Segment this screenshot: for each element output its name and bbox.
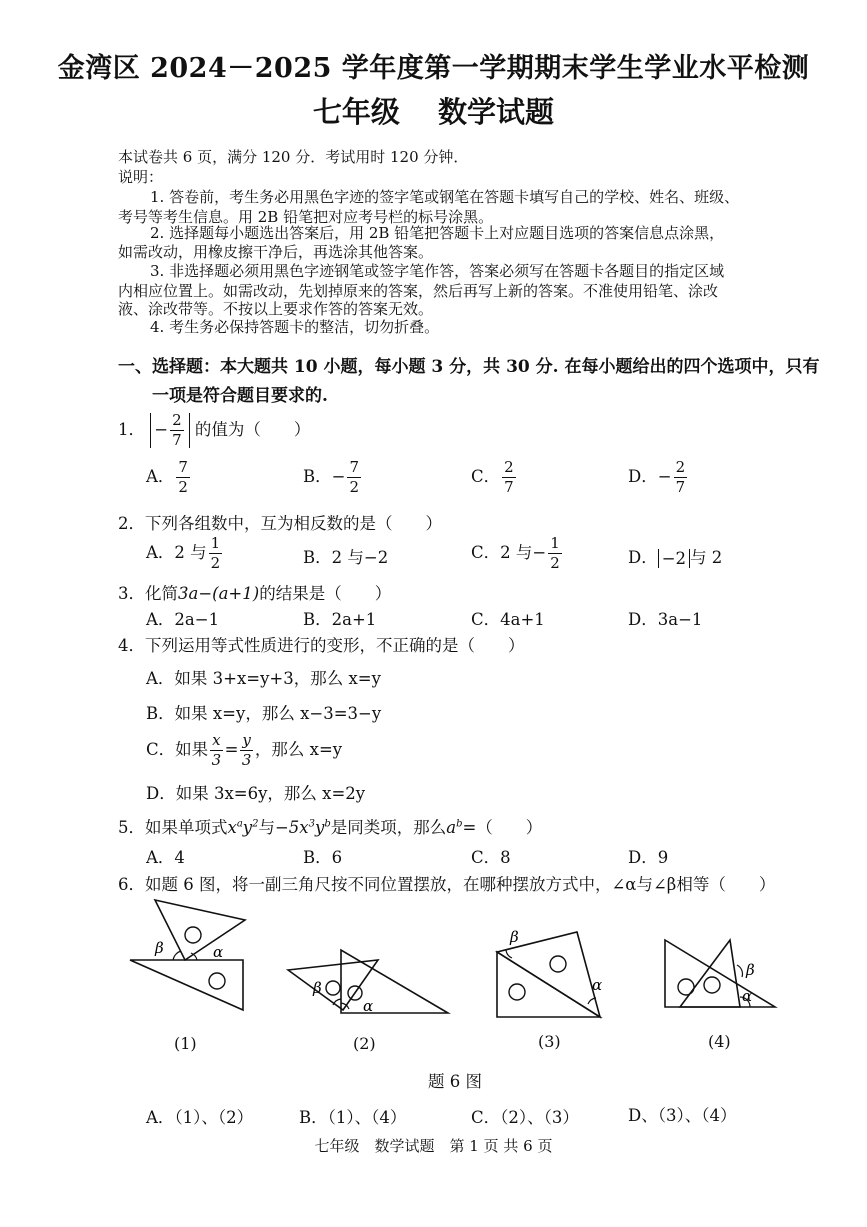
exam-subtitle [0, 90, 867, 131]
question-6: 6．如题 6 图，将一副三角尺按不同位置摆放，在哪种摆放方式中，∠α与∠β相等（ ） [118, 875, 776, 894]
q6-option-c[interactable]: C．（2）、（3） [471, 1108, 579, 1127]
q3-option-b[interactable]: B．2a+1 [303, 610, 377, 629]
note-line: 如需改动，用橡皮擦干净后，再选涂其他答案。 [118, 243, 434, 261]
alpha-label: α [592, 976, 603, 994]
q1-option-c[interactable]: C． $\frac{2}{7}$ [471, 458, 514, 496]
figure-3-diagram [492, 922, 612, 1022]
section-heading-cont: 一项是符合题目要求的. [152, 386, 328, 406]
q3-option-d[interactable]: D．3a−1 [628, 610, 703, 629]
beta-label: β [155, 939, 164, 957]
question-5: 5．如果单项式$x^ay^2$与$-5x^3y^b$是同类项，那么$a^b=$（ ） [118, 818, 543, 837]
exam-title: 金湾区 2024－2025 学年度第一学期期末学生学业水平检测 [57, 53, 810, 84]
note-line: 4. 考生务必保持答题卡的整洁，切勿折叠。 [150, 318, 440, 336]
beta-label: β [510, 928, 519, 946]
q5-option-b[interactable]: B．6 [303, 848, 343, 867]
subject-label: 数学试题 [438, 95, 555, 129]
figure-label-3: (3) [538, 1032, 561, 1051]
figure-caption: 题 6 图 [428, 1072, 482, 1091]
section-heading: 一、选择题：本大题共 10 小题，每小题 3 分，共 30 分. 在每小题给出的四个选项中，只有 [118, 357, 820, 377]
beta-label: β [746, 961, 755, 979]
exam-info: 本试卷共 6 页，满分 120 分．考试用时 120 分钟． [118, 148, 469, 166]
figure-4-diagram [660, 935, 780, 1015]
q6-option-a[interactable]: A．（1）、（2） [146, 1108, 254, 1127]
q5-option-c[interactable]: C．8 [471, 848, 511, 867]
question-4: 4．下列运用等式性质进行的变形，不正确的是（ ） [118, 636, 525, 655]
figure-label-1: (1) [174, 1034, 197, 1053]
q1-option-a[interactable]: A． $\frac{7}{2}$ [146, 458, 188, 496]
q2-option-c[interactable]: C．2 与− $\frac{1}{2}$ [471, 534, 560, 572]
q6-option-b[interactable]: B．（1）、（4） [299, 1108, 407, 1127]
q1-option-b[interactable]: B．− $\frac{7}{2}$ [303, 458, 360, 496]
page-footer: 七年级 数学试题 第 1 页 共 6 页 [314, 1137, 553, 1155]
q2-option-a[interactable]: A．2 与 $\frac{1}{2}$ [146, 534, 221, 572]
figure-label-4: (4) [708, 1032, 731, 1051]
q1-option-d[interactable]: D．− $\frac{2}{7}$ [628, 458, 686, 496]
q4-option-d[interactable]: D．如果 3x=6y，那么 x=2y [146, 784, 366, 803]
q3-option-c[interactable]: C．4a+1 [471, 610, 545, 629]
alpha-label: α [213, 943, 224, 961]
beta-label: β [313, 979, 322, 997]
absolute-value: − $\frac{2}{7}$ [150, 413, 189, 448]
q4-option-c[interactable]: C．如果 $\frac{x}{3}$ = $\frac{y}{3}$ ，那么 x=y [146, 731, 343, 769]
note-line: 1. 答卷前，考生务必用黑色字迹的签字笔或钢笔在答题卡填写自己的学校、姓名、班级、 [150, 188, 740, 206]
figure-1-diagram [125, 895, 275, 1025]
note-line: 3. 非选择题必须用黑色字迹钢笔或签字笔作答，答案必须写在答题卡各题目的指定区域 [150, 262, 725, 280]
q6-option-d[interactable]: D、（3）、（4） [628, 1106, 737, 1125]
q5-option-a[interactable]: A．4 [146, 848, 185, 867]
q2-option-b[interactable]: B．2 与−2 [303, 548, 389, 567]
note-line: 内相应位置上。如需改动，先划掉原来的答案，然后再写上新的答案。不准使用铅笔、涂改 [118, 282, 719, 300]
q2-option-d[interactable]: D． −2 与 2 [628, 548, 723, 568]
q3-option-a[interactable]: A．2a−1 [146, 610, 220, 629]
alpha-label: α [742, 987, 753, 1005]
set-square-bottom [130, 960, 243, 1010]
question-3: 3．化简3a−(a+1)的结果是（ ） [118, 584, 392, 603]
alpha-label: α [363, 997, 374, 1015]
grade-label: 七年级 [312, 95, 400, 129]
note-line: 液、涂改带等。不按以上要求作答的答案无效。 [118, 300, 434, 318]
question-2: 2．下列各组数中，互为相反数的是（ ） [118, 514, 442, 533]
note-line: 2. 选择题每小题选出答案后，用 2B 铅笔把答题卡上对应题目选项的答案信息点涂黑， [150, 224, 725, 242]
figure-2-diagram [283, 945, 453, 1020]
question-1: 1． − $\frac{2}{7}$ 的值为（ ） [118, 411, 311, 449]
notes-label: 说明： [118, 168, 164, 186]
note-line: 考号等考生信息。用 2B 铅笔把对应考号栏的标号涂黑。 [118, 208, 494, 226]
figure-label-2: (2) [353, 1034, 376, 1053]
q4-option-a[interactable]: A．如果 3+x=y+3，那么 x=y [146, 669, 381, 688]
q5-option-d[interactable]: D．9 [628, 848, 669, 867]
q4-option-b[interactable]: B．如果 x=y，那么 x−3=3−y [146, 704, 382, 723]
